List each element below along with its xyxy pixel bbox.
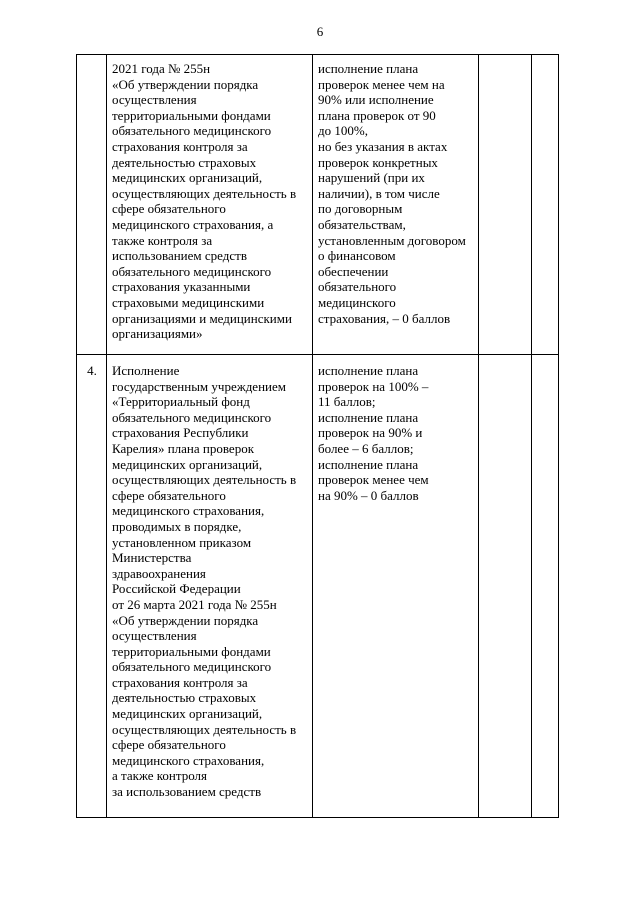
text-line: «Территориальный фонд [112, 394, 250, 410]
text-line: обязательного [318, 279, 397, 295]
table-row [77, 55, 559, 355]
text-line: обязательного медицинского [112, 659, 272, 675]
text-line: проверок на 100% – [318, 378, 429, 394]
text-line: установленным договором [318, 232, 466, 248]
text-line: сфере обязательного [112, 737, 226, 753]
text-line: страхования контроля за [112, 674, 248, 690]
text-line: исполнение плана [318, 61, 419, 76]
text-line: осуществляющих деятельность в [112, 472, 297, 488]
text-line: проверок на 90% и [318, 425, 423, 441]
text-line: Карелия» плана проверок [112, 440, 255, 456]
text-line: Исполнение [112, 363, 180, 378]
text-line: на 90% – 0 баллов [318, 487, 419, 503]
text-line: установленном приказом [112, 534, 252, 550]
text-line: о финансовом [318, 248, 396, 264]
text-line: медицинских организаций, [112, 706, 263, 722]
text-line: обязательного медицинского [112, 409, 272, 425]
text-line: исполнение плана [318, 363, 419, 378]
text-line: страхования, – 0 баллов [318, 310, 451, 326]
text-line: исполнение плана [318, 409, 419, 425]
empty-cell [479, 355, 532, 818]
text-line: по договорным [318, 201, 403, 217]
text-line: сфере обязательного [112, 201, 226, 217]
text-line: медицинского страхования, [112, 752, 265, 768]
text-line: также контроля за [112, 232, 213, 248]
row-number-cell [77, 55, 107, 355]
text-line: наличии), в том числе [318, 185, 440, 201]
text-line: «Об утверждении порядка [112, 612, 259, 628]
text-line: проверок менее чем [318, 472, 429, 488]
table-row [77, 355, 559, 818]
text-line: медицинских организаций, [112, 456, 263, 472]
text-line: страхования указанными [112, 279, 251, 295]
text-line: медицинского страхования, [112, 503, 265, 519]
text-line: здравоохранения [112, 565, 206, 581]
text-line: плана проверок от 90 [318, 107, 436, 123]
text-line: «Об утверждении порядка [112, 76, 259, 92]
text-line: обязательного медицинского [112, 263, 272, 279]
text-line: обязательствам, [318, 216, 406, 232]
text-line: территориальными фондами [112, 643, 271, 659]
text-line: медицинского страхования, а [112, 216, 274, 232]
text-line: исполнение плана [318, 456, 419, 472]
text-line: Министерства [112, 550, 192, 566]
criteria-cell [313, 355, 479, 818]
text-line: но без указания в актах [318, 138, 448, 154]
text-line: организациями» [112, 326, 203, 342]
text-line: нарушений (при их [318, 170, 425, 186]
text-line: за использованием средств [112, 784, 262, 800]
empty-cell [532, 355, 559, 818]
text-line: сфере обязательного [112, 487, 226, 503]
text-line: страхования контроля за [112, 138, 248, 154]
description-cell [107, 55, 313, 355]
text-line: деятельностью страховых [112, 154, 257, 170]
text-line: обязательного медицинского [112, 123, 272, 139]
text-line: медицинских организаций, [112, 170, 263, 186]
page-number: 6 [316, 24, 324, 39]
text-line: а также контроля [112, 768, 208, 784]
text-line: проводимых в порядке, [112, 518, 242, 534]
text-line: осуществляющих деятельность в [112, 721, 297, 737]
text-line: страховыми медицинскими [112, 294, 265, 310]
text-line: 90% или исполнение [318, 92, 434, 108]
empty-cell [532, 55, 559, 355]
text-line: территориальными фондами [112, 107, 271, 123]
text-line: от 26 марта 2021 года № 255н [112, 596, 277, 612]
text-line: осуществляющих деятельность в [112, 185, 297, 201]
text-line: 11 баллов; [318, 394, 376, 410]
text-line: проверок конкретных [318, 154, 438, 170]
text-line: до 100%, [318, 123, 368, 139]
criteria-table [76, 54, 559, 818]
text-line: осуществления [112, 92, 197, 108]
text-line: использованием средств [112, 248, 247, 264]
text-line: государственным учреждением [112, 378, 286, 394]
row-number-cell: 4. [77, 355, 107, 818]
empty-cell [479, 55, 532, 355]
text-line: проверок менее чем на [318, 76, 445, 92]
text-line: 2021 года № 255н [112, 61, 211, 76]
text-line: Российской Федерации [112, 581, 241, 597]
text-line: страхования Республики [112, 425, 249, 441]
description-cell [107, 355, 313, 818]
criteria-cell [313, 55, 479, 355]
text-line: обеспечении [318, 263, 389, 279]
text-line: более – 6 баллов; [318, 440, 414, 456]
text-line: медицинского [318, 294, 396, 310]
text-line: организациями и медицинскими [112, 310, 292, 326]
text-line: осуществления [112, 628, 197, 644]
text-line: деятельностью страховых [112, 690, 257, 706]
